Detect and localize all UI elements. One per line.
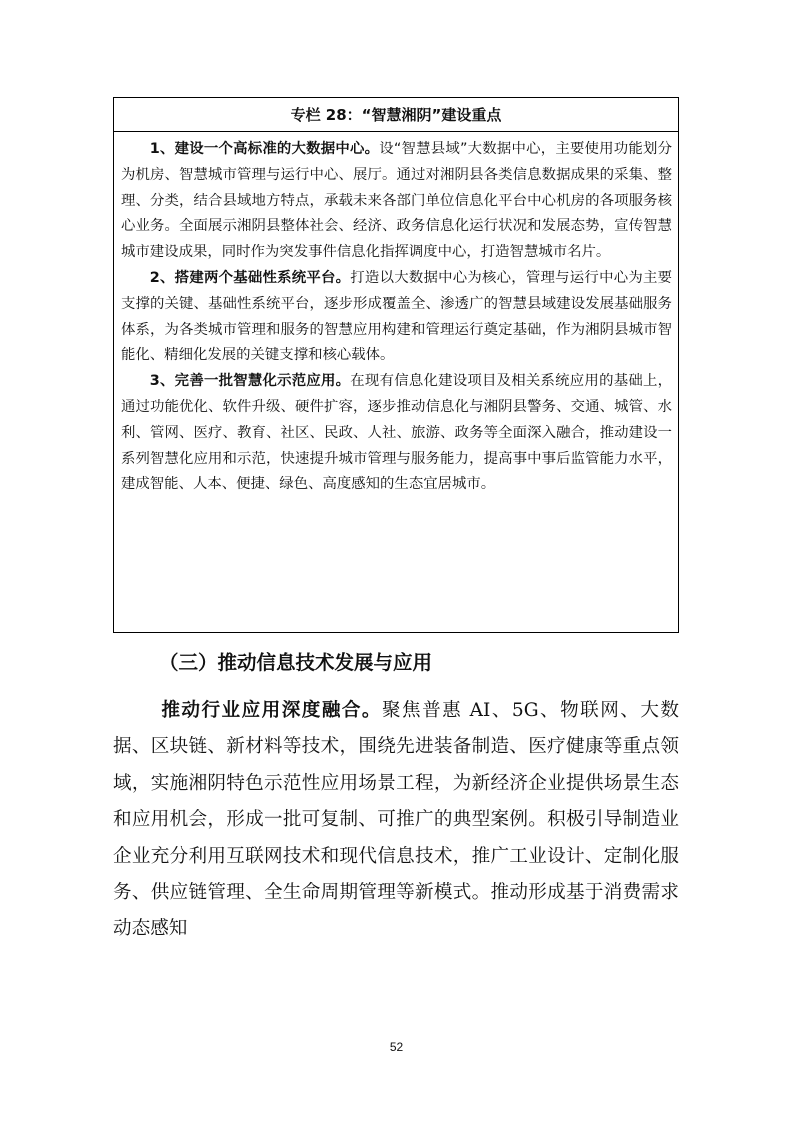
paragraph-text: 聚焦普惠 AI、5G、物联网、大数据、区块链、新材料等技术，围绕先进装备制造、医疗健康等重点领域，实施湘阴特色示范性应用场景工程，为新经济企业提供场景生态和应用机会，形成一批可复制、可推广的典型案例。积极引导制造业企业充分利用互联网技术和现代信息技术，推广工业设计、定制化服务、供应链管理、全生命周期管理等新模式。推动形成基于消费需求动态感知 (113, 700, 679, 940)
feature-item-text: 设“智慧县域”大数据中心，主要使用功能划分为机房、智慧城市管理与运行中心、展厅。通过对湘阴县各类信息数据成果的采集、整理、分类，结合县域地方特点，承载未来各部门单位信息化平台中心机房的各项服务核心业务。全面展示湘阴县整体社会、经济、政务信息化运行状况和发展态势，宣传智慧城市建设成果，同时作为突发事件信息化指挥调度中心，打造智慧城市名片。 (121, 141, 673, 261)
feature-item-text: 打造以大数据中心为核心，管理与运行中心为主要支撑的关键、基础性系统平台，逐步形成覆盖全、渗透广的智慧县域建设发展基础服务体系，为各类城市管理和服务的智慧应用构建和管理运行奠定基础，作为湘阴县城市智能化、精细化发展的关键支撑和核心载体。 (121, 269, 672, 364)
feature-item-lead: 2、搭建两个基础性系统平台。 (149, 269, 351, 286)
feature-box-body (114, 132, 678, 498)
body-paragraph (113, 693, 679, 948)
feature-item (121, 369, 672, 498)
section-heading: （三）推动信息技术发展与应用 (159, 651, 433, 674)
feature-item-text: 在现有信息化建设项目及相关系统应用的基础上，通过功能优化、软件升级、硬件扩容，逐步推动信息化与湘阴县警务、交通、城管、水利、管网、医疗、教育、社区、民政、人社、旅游、政务等全面深入融合，推动建设一系列智慧化应用和示范，快速提升城市管理与服务能力，提高事中事后监管能力水平，建成智能、人本、便捷、绿色、高度感知的生态宜居城市。 (121, 373, 672, 493)
page-number: 52 (389, 1040, 404, 1054)
feature-item (121, 137, 672, 266)
feature-box (113, 97, 679, 633)
feature-box-title: 专栏 28：“智慧湘阴”建设重点 (114, 98, 678, 132)
paragraph-lead: 推动行业应用深度融合。 (161, 700, 382, 721)
feature-item (121, 266, 672, 369)
feature-item-lead: 1、建设一个高标准的大数据中心。 (149, 141, 380, 157)
feature-item-lead: 3、完善一批智慧化示范应用。 (149, 373, 351, 390)
